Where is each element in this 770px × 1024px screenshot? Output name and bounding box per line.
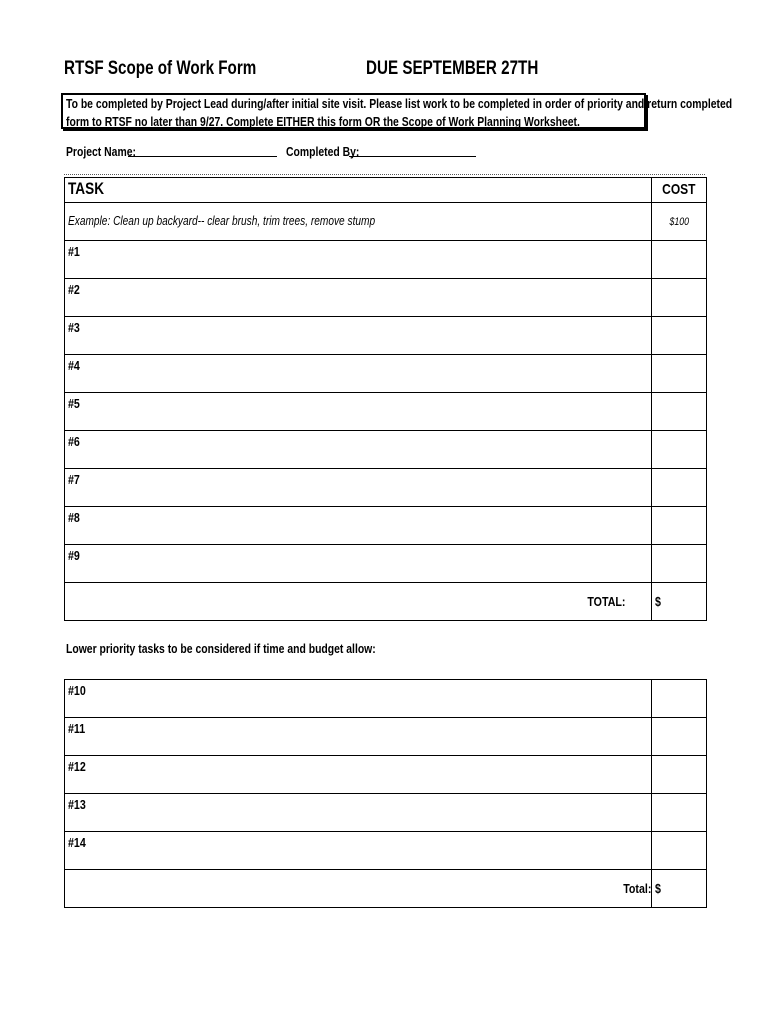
cost-cell[interactable] [652,393,707,431]
instructions-line-2: form to RTSF no later than 9/27. Complete EITHER this form OR the Scope of Work Planning Worksheet. [66,114,580,129]
table-header-row [65,178,707,203]
cost-cell[interactable] [652,241,707,279]
completed-by-field[interactable] [349,156,476,157]
total-value[interactable]: $ [652,583,707,621]
task-cell[interactable]: #3 [65,317,652,355]
cost-cell[interactable] [652,431,707,469]
cost-cell[interactable] [652,794,707,832]
lower-priority-table [64,679,707,908]
project-name-field[interactable] [128,156,277,157]
task-cell[interactable]: #11 [65,718,652,756]
cost-cell[interactable] [652,756,707,794]
task-cell[interactable]: #12 [65,756,652,794]
task-cell[interactable]: #4 [65,355,652,393]
cost-header: COST [652,178,707,203]
completed-by-label: Completed By: [286,144,360,159]
table-row [65,680,707,718]
cost-cell[interactable] [652,507,707,545]
task-cell[interactable]: #2 [65,279,652,317]
table-row [65,431,707,469]
total-row [65,583,707,621]
table-row [65,279,707,317]
task-cell[interactable]: #8 [65,507,652,545]
divider [64,174,705,175]
example-row [65,203,707,241]
cost-cell[interactable] [652,718,707,756]
cost-cell[interactable] [652,469,707,507]
task-cell[interactable]: #7 [65,469,652,507]
cost-cell[interactable] [652,355,707,393]
cost-cell[interactable] [652,317,707,355]
total-label: TOTAL: [65,583,652,621]
table-row [65,393,707,431]
task-cell[interactable]: #6 [65,431,652,469]
task-cell[interactable]: #1 [65,241,652,279]
table-row [65,317,707,355]
table-row [65,832,707,870]
cost-cell[interactable] [652,832,707,870]
task-cell[interactable]: #10 [65,680,652,718]
instructions-box [61,93,733,129]
example-cost: $100 [652,203,707,241]
table-row [65,355,707,393]
lower-priority-label: Lower priority tasks to be considered if time and budget allow: [66,641,376,656]
table-row [65,756,707,794]
task-cell[interactable]: #9 [65,545,652,583]
task-header: TASK [65,178,652,203]
project-name-label: Project Name: [66,144,136,159]
total-label: Total: [65,870,652,908]
example-task: Example: Clean up backyard-- clear brush, trim trees, remove stump [65,203,652,241]
cost-cell[interactable] [652,680,707,718]
table-row [65,469,707,507]
total-row [65,870,707,908]
table-row [65,507,707,545]
task-cell[interactable]: #14 [65,832,652,870]
table-row [65,794,707,832]
form-title: RTSF Scope of Work Form [64,58,257,79]
task-table [64,177,707,621]
task-cell[interactable]: #5 [65,393,652,431]
total-value[interactable]: $ [652,870,707,908]
instructions-line-1: To be completed by Project Lead during/after initial site visit. Please list work to be completed in order of priority and return completed [66,96,733,111]
table-row [65,718,707,756]
cost-cell[interactable] [652,279,707,317]
table-row [65,545,707,583]
table-row [65,241,707,279]
cost-cell[interactable] [652,545,707,583]
due-date: DUE SEPTEMBER 27TH [366,58,539,79]
task-cell[interactable]: #13 [65,794,652,832]
